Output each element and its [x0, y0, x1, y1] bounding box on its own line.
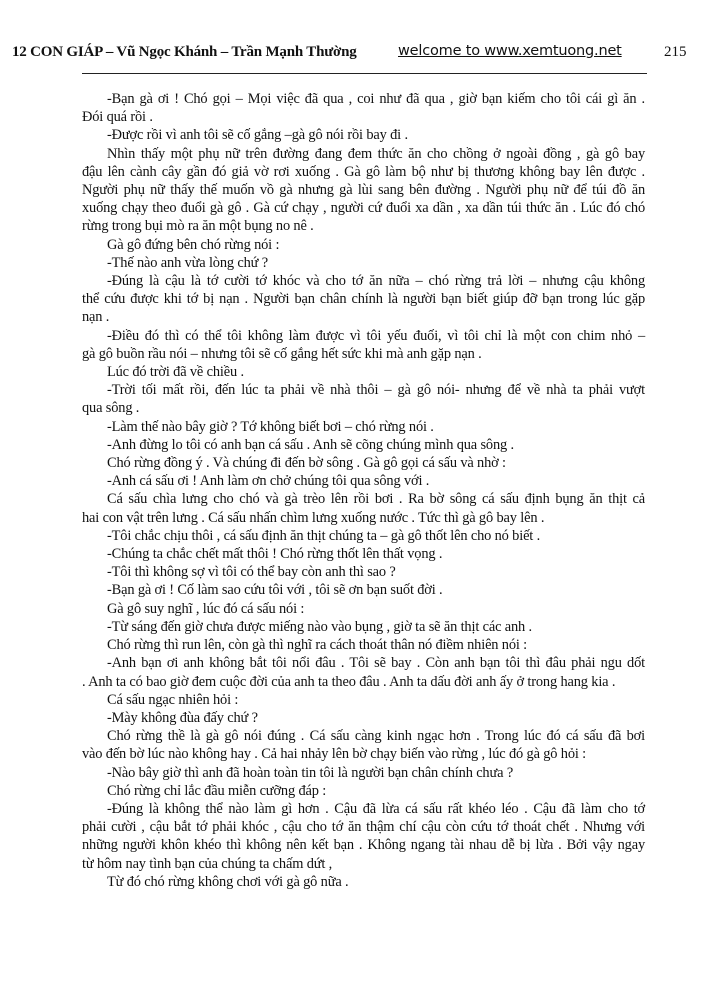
text-line: Đói quá rồi .	[82, 109, 153, 126]
paragraph	[82, 236, 645, 254]
paragraph	[82, 782, 645, 800]
text-line: Gà gô suy nghĩ , lúc đó cá sấu nói :	[107, 600, 305, 617]
text-line: xuống chạy theo đuổi gà gô . Gà cứ chạy , người cứ đuổi xa dần , xa dần túi thức ăn . Lúc đó chó	[82, 200, 645, 217]
text-line: -Nào bây giờ thì anh đã hoàn toàn tin tôi là người bạn chân chính chưa ?	[107, 764, 514, 781]
text-line: . Anh ta có bao giờ đem cuộc đời của anh ta theo đâu . Anh ta dấu đời anh ấy ở trong hang kia .	[82, 673, 616, 690]
text-line: rừng trong bụi mò ra ăn một bụng no nê .	[82, 218, 314, 235]
paragraph	[82, 563, 645, 581]
text-line: -Anh bạn ơi anh không bắt tôi nổi đâu . Tôi sẽ bay . Còn anh bạn tôi thì đâu phải ngu dốt	[107, 655, 645, 672]
paragraph	[82, 254, 645, 272]
text-line: Từ đó chó rừng không chơi với gà gô nữa .	[107, 873, 349, 890]
paragraph	[82, 654, 645, 690]
text-line: gà gô buồn rầu nói – nhưng tôi sẽ cố gắng hết sức khi mà anh gặp nạn .	[82, 345, 482, 362]
paragraph	[82, 545, 645, 563]
text-line: -Từ sáng đến giờ chưa được miếng nào vào bụng , giờ ta sẽ ăn thịt các anh .	[107, 618, 533, 635]
paragraph	[82, 145, 645, 236]
paragraph	[82, 636, 645, 654]
paragraph	[82, 436, 645, 454]
text-line: thể cứu được khi tớ bị nạn . Người bạn chân chính là người bạn biết giúp đỡ bạn trong lúc gặp	[82, 291, 645, 308]
text-line: đậu lên cành cây gần đó giả vờ rơi xuống . Gà gô làm bộ như bị thương không bay lên được .	[82, 163, 645, 180]
text-line: -Đúng là không thể nào làm gì hơn . Cậu đã lừa cá sấu rất khéo léo . Cậu đã làm cho tớ	[107, 800, 645, 817]
text-line: -Thế nào anh vừa lòng chứ ?	[107, 254, 268, 271]
text-line: -Tôi chắc chịu thôi , cá sấu định ăn thịt chúng ta – gà gô thốt lên cho nó biết .	[107, 527, 541, 544]
text-line: vào đến bờ lúc nào không hay . Cả hai nhảy lên bờ chạy biến vào rừng , lúc đó gà gô hỏi :	[82, 746, 587, 763]
text-line: -Anh đừng lo tôi có anh bạn cá sấu . Anh sẽ cõng chúng mình qua sông .	[107, 436, 514, 453]
paragraph	[82, 581, 645, 599]
text-line: -Trời tối mất rồi, đến lúc ta phải về nhà thôi – gà gô nói- nhưng để về nhà ta phải vượt	[107, 382, 645, 399]
text-line: Chó rừng thề là gà gô nói đúng . Cá sấu càng kinh ngạc hơn . Trong lúc đó cá sấu đã bơi	[107, 728, 645, 745]
text-line: -Mày không đùa đấy chứ ?	[107, 709, 258, 726]
paragraph	[82, 691, 645, 709]
text-line: -Điều đó thì có thể tôi không làm được vì tôi yếu đuối, vì tôi chỉ là một con chim nhỏ –	[107, 327, 645, 344]
paragraph	[82, 764, 645, 782]
paragraph	[82, 327, 645, 363]
paragraph	[82, 381, 645, 417]
text-line: -Làm thế nào bây giờ ? Tớ không biết bơi – chó rừng nói .	[107, 418, 434, 435]
paragraph	[82, 873, 645, 891]
text-line: từ hôm nay tình bạn của chúng ta chấm dứt ,	[82, 855, 333, 872]
paragraph	[82, 490, 645, 526]
paragraph	[82, 363, 645, 381]
paragraph	[82, 709, 645, 727]
text-line: qua sông .	[82, 400, 140, 417]
paragraph	[82, 126, 645, 144]
paragraph	[82, 272, 645, 327]
page-number: 215	[664, 44, 687, 60]
text-line: hai con vật trên lưng . Cá sấu nhấn chìm lưng xuống nước . Tức thì gà gô bay lên .	[82, 509, 545, 526]
paragraph	[82, 527, 645, 545]
text-line: Chó rừng thì run lên, còn gà thì nghĩ ra cách thoát thân nó điềm nhiên nói :	[107, 637, 528, 654]
paragraph	[82, 800, 645, 873]
text-line: Lúc đó trời đã về chiều .	[107, 364, 244, 381]
text-line: Chó rừng chỉ lắc đầu miễn cưỡng đáp :	[107, 782, 327, 799]
text-line: -Đúng là cậu là tớ cười tớ khóc và cho tớ ăn nữa – chó rừng trả lời – nhưng cậu không	[107, 273, 645, 290]
text-line: Chó rừng đồng ý . Và chúng đi đến bờ sông . Gà gô gọi cá sấu và nhờ :	[107, 455, 506, 472]
text-line: những người khôn khéo thì không nên kết bạn . Không ngang tài nhau dễ bị lừa . Bởi vậy ngay	[82, 837, 645, 854]
paragraph	[82, 472, 645, 490]
text-line: -Anh cá sấu ơi ! Anh làm ơn chở chúng tôi qua sông với .	[107, 473, 430, 490]
text-line: nạn .	[82, 309, 110, 326]
text-line: Gà gô đứng bên chó rừng nói :	[107, 236, 280, 253]
text-line: Người phụ nữ thấy thế muốn vồ gà nhưng gà lùi sang bên đường . Người phụ nữ để túi đồ ăn	[82, 182, 645, 199]
text-line: Nhìn thấy một phụ nữ trên đường đang đem thức ăn cho chồng ở ngoài đồng , gà gô bay	[107, 145, 645, 162]
paragraph	[82, 418, 645, 436]
paragraph	[82, 454, 645, 472]
text-line: -Bạn gà ơi ! Chó gọi – Mọi việc đã qua , coi như đã qua , giờ bạn kiếm cho tôi cái gì ăn .	[107, 91, 645, 107]
story-body	[82, 90, 645, 891]
text-line: phải cười , cậu bắt tớ phải khóc , cậu cho tớ ăn thậm chí cậu còn cứu tớ thoát chết . Nhưng với	[82, 819, 645, 836]
text-line: -Được rồi vì anh tôi sẽ cố gắng –gà gô nói rồi bay đi .	[107, 127, 408, 144]
header-divider	[82, 73, 647, 74]
text-line: Cá sấu chìa lưng cho chó và gà trèo lên rồi bơi . Ra bờ sông cá sấu định bụng ăn thịt cả	[107, 491, 645, 508]
website-link[interactable]: welcome to www.xemtuong.net	[398, 43, 622, 59]
text-line: -Chúng ta chắc chết mất thôi ! Chó rừng thốt lên thất vọng .	[107, 546, 443, 563]
book-title: 12 CON GIÁP – Vũ Ngọc Khánh – Trần Mạnh Thường	[12, 44, 357, 60]
text-line: -Tôi thì không sợ vì tôi có thể bay còn anh thì sao ?	[107, 564, 396, 581]
paragraph	[82, 618, 645, 636]
paragraph	[82, 600, 645, 618]
paragraph	[82, 727, 645, 763]
text-line: Cá sấu ngạc nhiên hỏi :	[107, 691, 239, 708]
paragraph	[82, 90, 645, 126]
text-line: -Bạn gà ơi ! Cố làm sao cứu tôi với , tôi sẽ ơn bạn suốt đời .	[107, 582, 443, 599]
